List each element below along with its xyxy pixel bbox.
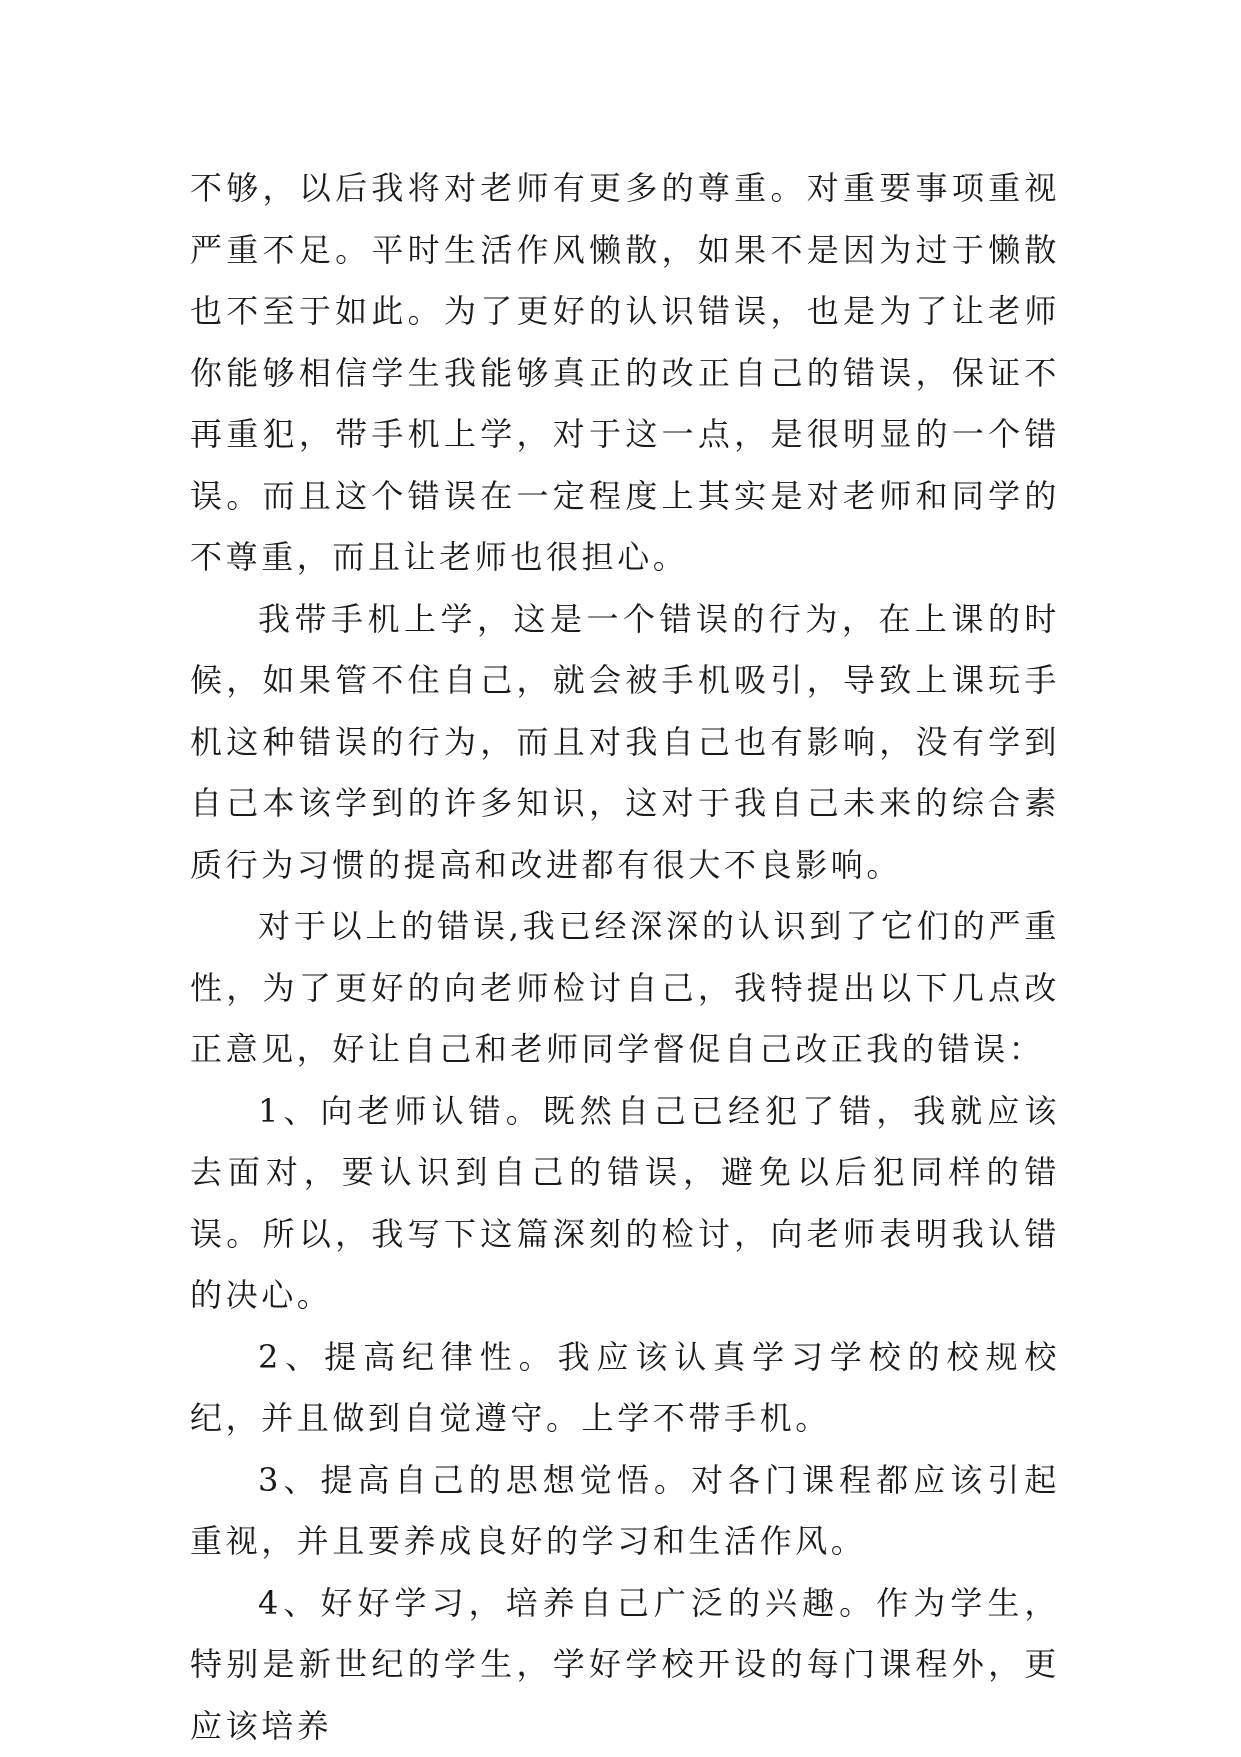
list-item-4: 4、好好学习，培养自己广泛的兴趣。作为学生，特别是新世纪的学生，学好学校开设的每门课程外，更应该培养 [190, 1573, 1060, 1757]
paragraph-1: 不够，以后我将对老师有更多的尊重。对重要事项重视严重不足。平时生活作风懒散，如果不是因为过于懒散也不至于如此。为了更好的认识错误，也是为了让老师你能够相信学生我能够真正的改正自己的错误，保证不再重犯，带手机上学，对于这一点，是很明显的一个错误。而且这个错误在一定程度上其实是对老师和同学的不尊重，而且让老师也很担心。 [190, 158, 1060, 589]
list-item-2: 2、提高纪律性。我应该认真学习学校的校规校纪，并且做到自觉遵守。上学不带手机。 [190, 1327, 1060, 1450]
list-item-1: 1、向老师认错。既然自己已经犯了错，我就应该去面对，要认识到自己的错误，避免以后犯同样的错误。所以，我写下这篇深刻的检讨，向老师表明我认错的决心。 [190, 1081, 1060, 1327]
list-item-3: 3、提高自己的思想觉悟。对各门课程都应该引起重视，并且要养成良好的学习和生活作风。 [190, 1450, 1060, 1573]
paragraph-2: 我带手机上学，这是一个错误的行为，在上课的时候，如果管不住自己，就会被手机吸引，导致上课玩手机这种错误的行为，而且对我自己也有影响，没有学到自己本该学到的许多知识，这对于我自己未来的综合素质行为习惯的提高和改进都有很大不良影响。 [190, 589, 1060, 897]
body-text [190, 158, 1060, 1757]
paragraph-3: 对于以上的错误,我已经深深的认识到了它们的严重性，为了更好的向老师检讨自己，我特提出以下几点改正意见，好让自己和老师同学督促自己改正我的错误： [190, 896, 1060, 1081]
